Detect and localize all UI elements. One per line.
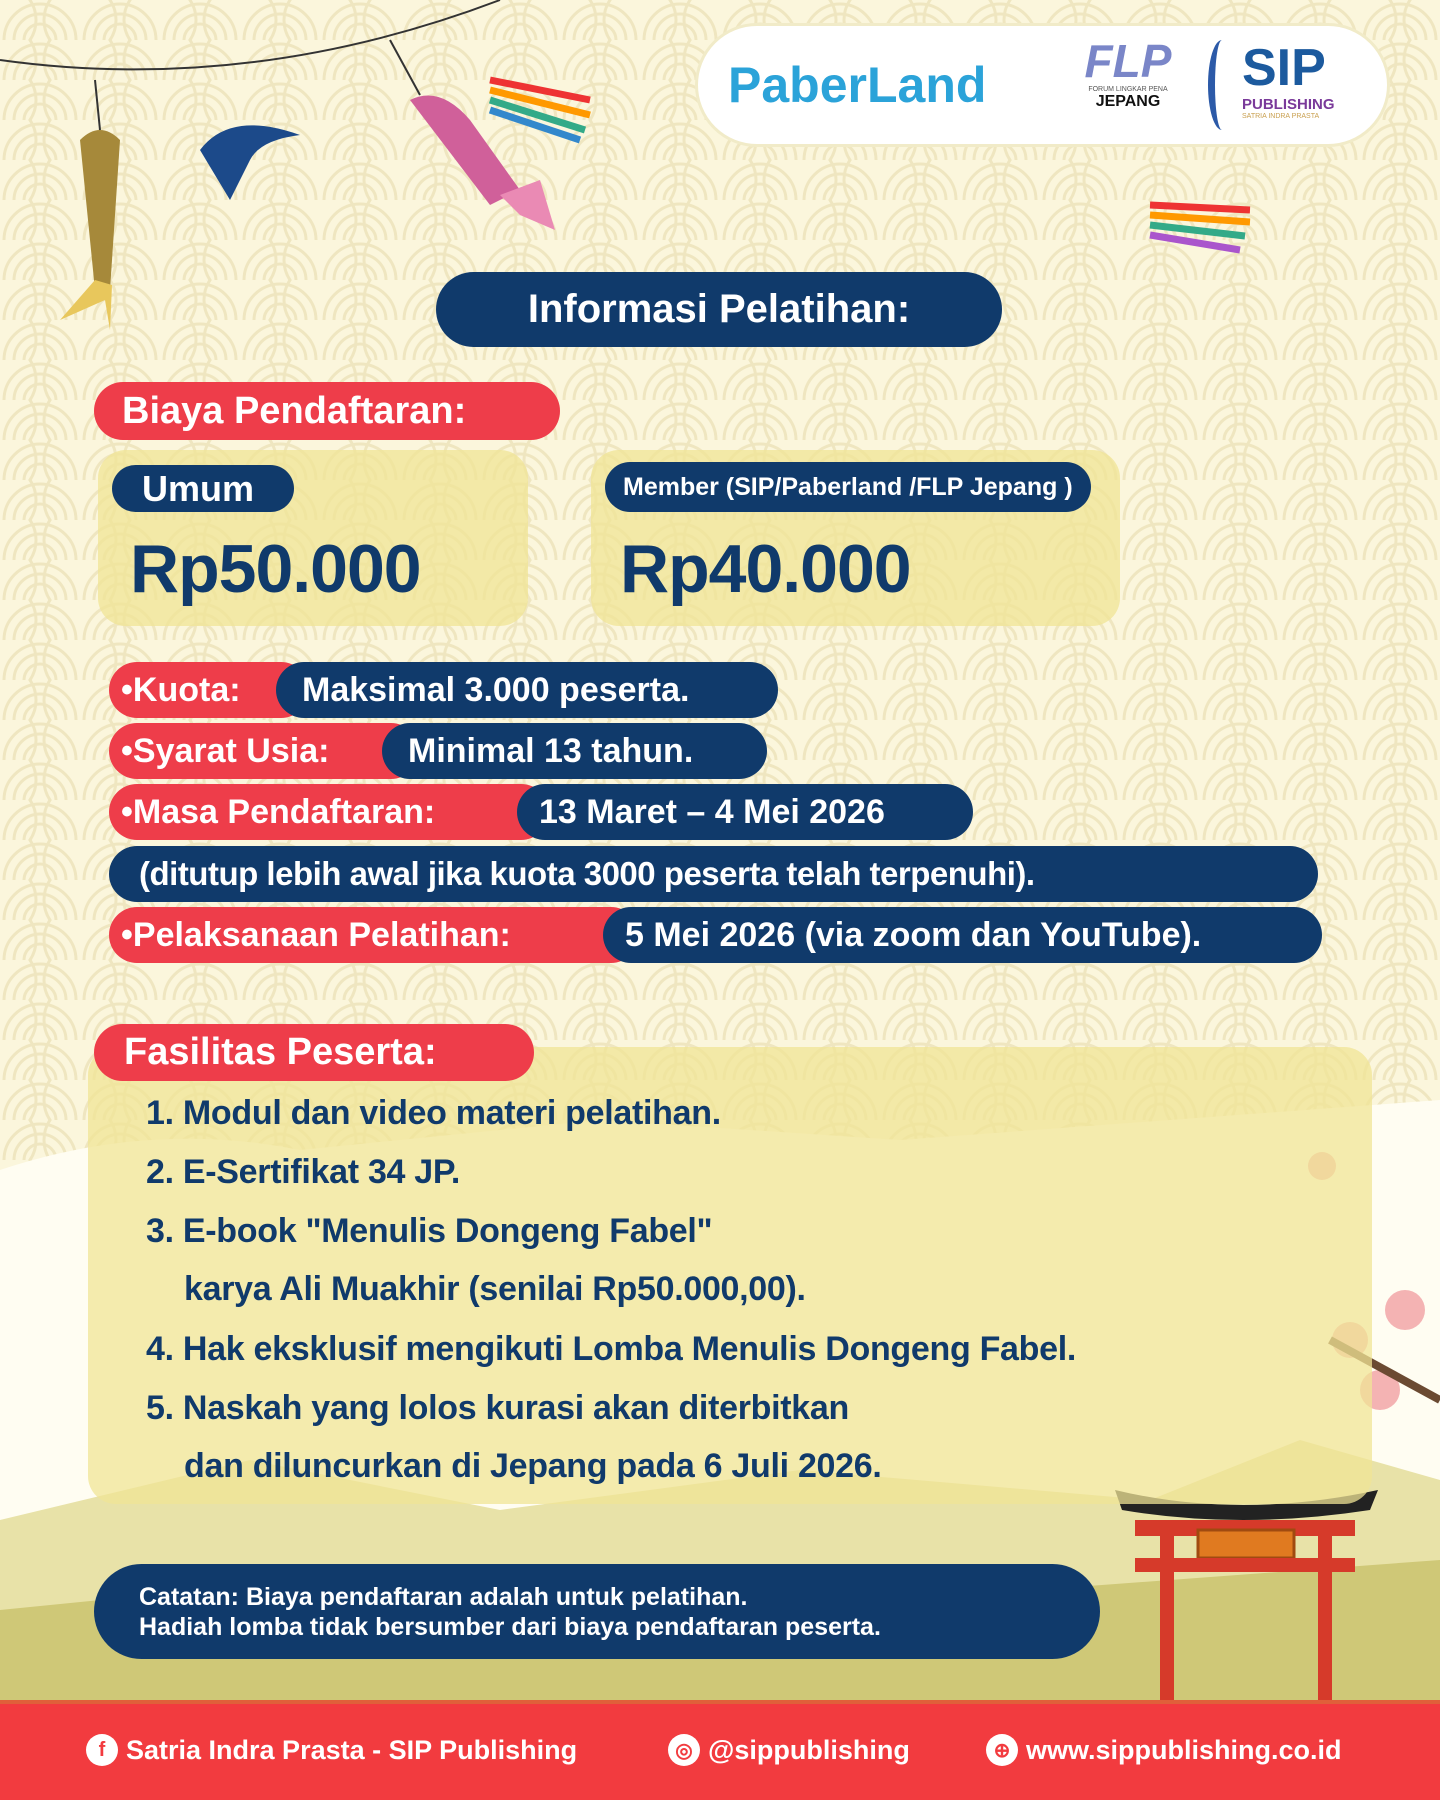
member-fee-price: Rp40.000 [620,531,911,607]
facility-item: karya Ali Muakhir (senilai Rp50.000,00). [184,1270,806,1308]
website-link[interactable] [986,1734,1342,1766]
general-fee-label: Umum [112,465,294,512]
training-date-value: 5 Mei 2026 (via zoom dan YouTube). [603,907,1322,963]
facilities-heading: Fasilitas Peserta: [94,1024,534,1081]
member-fee-label: Member (SIP/Paberland /FLP Jepang ) [605,462,1091,512]
quota-value: Maksimal 3.000 peserta. [276,662,778,718]
registration-period-label: •Masa Pendaftaran: [109,784,549,840]
flp-logo-text: FLP [1084,35,1172,87]
sip-logo-subtitle: PUBLISHING [1242,96,1335,113]
footer [0,1700,1440,1800]
facility-item: 2. E-Sertifikat 34 JP. [146,1153,461,1191]
facility-item: 3. E-book "Menulis Dongeng Fabel" [146,1212,713,1250]
paberland-logo: PaberLand [728,57,987,113]
flp-logo [1078,36,1178,111]
sip-logo-mark [1208,40,1236,130]
registration-period-value: 13 Maret – 4 Mei 2026 [517,784,973,840]
facility-item: 1. Modul dan video materi pelatihan. [146,1094,721,1132]
page-title: Informasi Pelatihan: [436,272,1002,347]
facebook-link-label: Satria Indra Prasta - SIP Publishing [126,1734,578,1765]
facility-item: dan diluncurkan di Jepang pada 6 Juli 2026. [184,1447,882,1485]
quota-label: •Kuota: [109,662,309,718]
facility-item: 4. Hak eksklusif mengikuti Lomba Menulis Dongeng Fabel. [146,1330,1077,1368]
instagram-link[interactable] [668,1734,910,1766]
note-line: Catatan: Biaya pendaftaran adalah untuk pelatihan. [139,1583,748,1611]
facility-item: 5. Naskah yang lolos kurasi akan diterbitkan [146,1389,849,1427]
sip-logo-tagline: SATRIA INDRA PRASTA [1242,113,1320,120]
general-fee-price: Rp50.000 [130,531,421,607]
flp-logo-subtitle: FORUM LINGKAR PENA [1088,86,1168,93]
age-label: •Syarat Usia: [109,723,419,779]
facebook-link[interactable] [86,1734,577,1766]
fees-heading: Biaya Pendaftaran: [94,382,560,440]
registration-note: (ditutup lebih awal jika kuota 3000 peserta telah terpenuhi). [109,846,1318,902]
sip-logo [1208,40,1335,130]
partner-logos [695,23,1390,147]
flp-logo-region: JEPANG [1095,93,1161,110]
note-line: Hadiah lomba tidak bersumber dari biaya pendaftaran peserta. [139,1613,881,1641]
website-link-label: www.sippublishing.co.id [1026,1734,1342,1765]
note-box [94,1564,1100,1659]
training-date-label: •Pelaksanaan Pelatihan: [109,907,639,963]
sip-logo-text: SIP [1242,39,1326,97]
facebook-icon: f [86,1734,118,1766]
globe-icon: ⊕ [986,1734,1018,1766]
instagram-link-label: @sippublishing [708,1734,910,1765]
instagram-icon: ◎ [668,1734,700,1766]
age-value: Minimal 13 tahun. [382,723,767,779]
